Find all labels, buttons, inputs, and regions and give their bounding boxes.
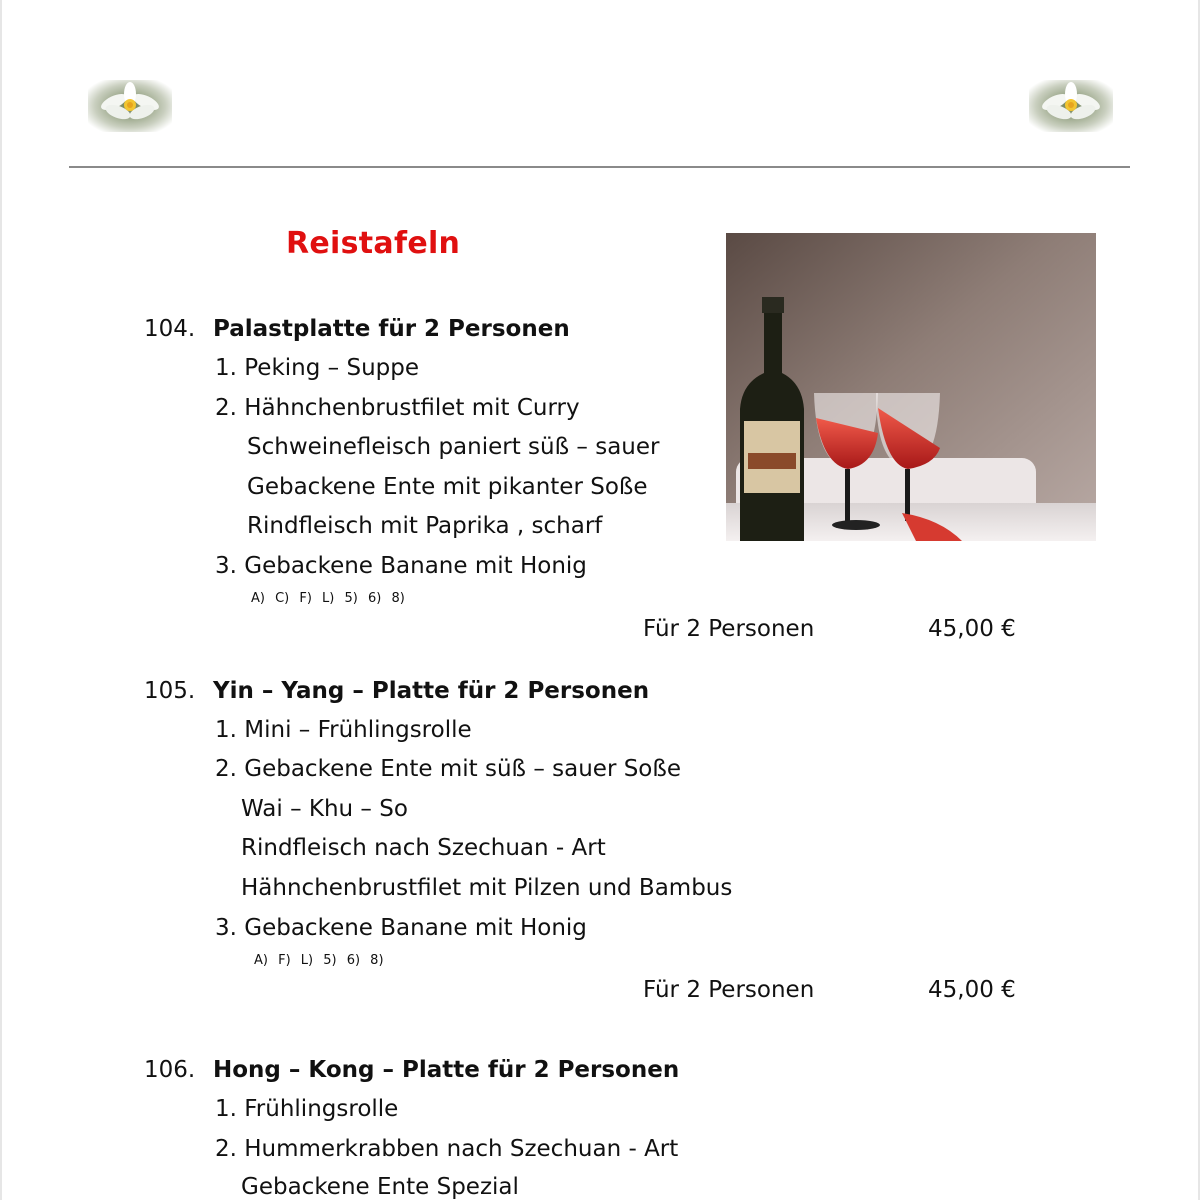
menu-item-line: 1. Mini – Frühlingsrolle <box>215 717 472 743</box>
allergen-codes: A) F) L) 5) 6) 8) <box>254 953 384 968</box>
menu-item-number: 105. <box>144 678 196 704</box>
menu-item-line: Rindfleisch mit Paprika , scharf <box>247 513 603 539</box>
menu-item-line: 1. Peking – Suppe <box>215 355 419 381</box>
menu-item-line: 2. Hähnchenbrustfilet mit Curry <box>215 395 580 421</box>
allergen-codes: A) C) F) L) 5) 6) 8) <box>251 591 405 606</box>
price: 45,00 € <box>928 977 1016 1003</box>
menu-item-number: 106. <box>144 1057 196 1083</box>
menu-item-number: 104. <box>144 316 196 342</box>
lotus-flower-icon <box>1029 80 1113 132</box>
menu-item-line: 2. Hummerkrabben nach Szechuan - Art <box>215 1136 679 1162</box>
menu-item-title: Palastplatte für 2 Personen <box>213 316 570 342</box>
menu-item-line: Rindfleisch nach Szechuan - Art <box>241 835 606 861</box>
menu-item-line: Gebackene Ente Spezial <box>241 1174 519 1200</box>
wine-photo <box>726 233 1096 541</box>
menu-item-line: Wai – Khu – So <box>241 796 408 822</box>
menu-item-title: Yin – Yang – Platte für 2 Personen <box>213 678 650 704</box>
menu-item-title: Hong – Kong – Platte für 2 Personen <box>213 1057 680 1083</box>
menu-item-line: 3. Gebackene Banane mit Honig <box>215 553 587 579</box>
menu-item-line: 2. Gebackene Ente mit süß – sauer Soße <box>215 756 682 782</box>
page-edge <box>0 0 2 1200</box>
menu-item-line: Hähnchenbrustfilet mit Pilzen und Bambus <box>241 875 733 901</box>
menu-item-line: 1. Frühlingsrolle <box>215 1096 399 1122</box>
price: 45,00 € <box>928 616 1016 642</box>
serving-label: Für 2 Personen <box>643 616 815 642</box>
menu-item-line: 3. Gebackene Banane mit Honig <box>215 915 587 941</box>
section-title: Reistafeln <box>286 226 461 261</box>
header-divider <box>69 166 1130 168</box>
menu-item-line: Schweinefleisch paniert süß – sauer <box>247 434 660 460</box>
serving-label: Für 2 Personen <box>643 977 815 1003</box>
lotus-flower-icon <box>88 80 172 132</box>
menu-item-line: Gebackene Ente mit pikanter Soße <box>247 474 648 500</box>
